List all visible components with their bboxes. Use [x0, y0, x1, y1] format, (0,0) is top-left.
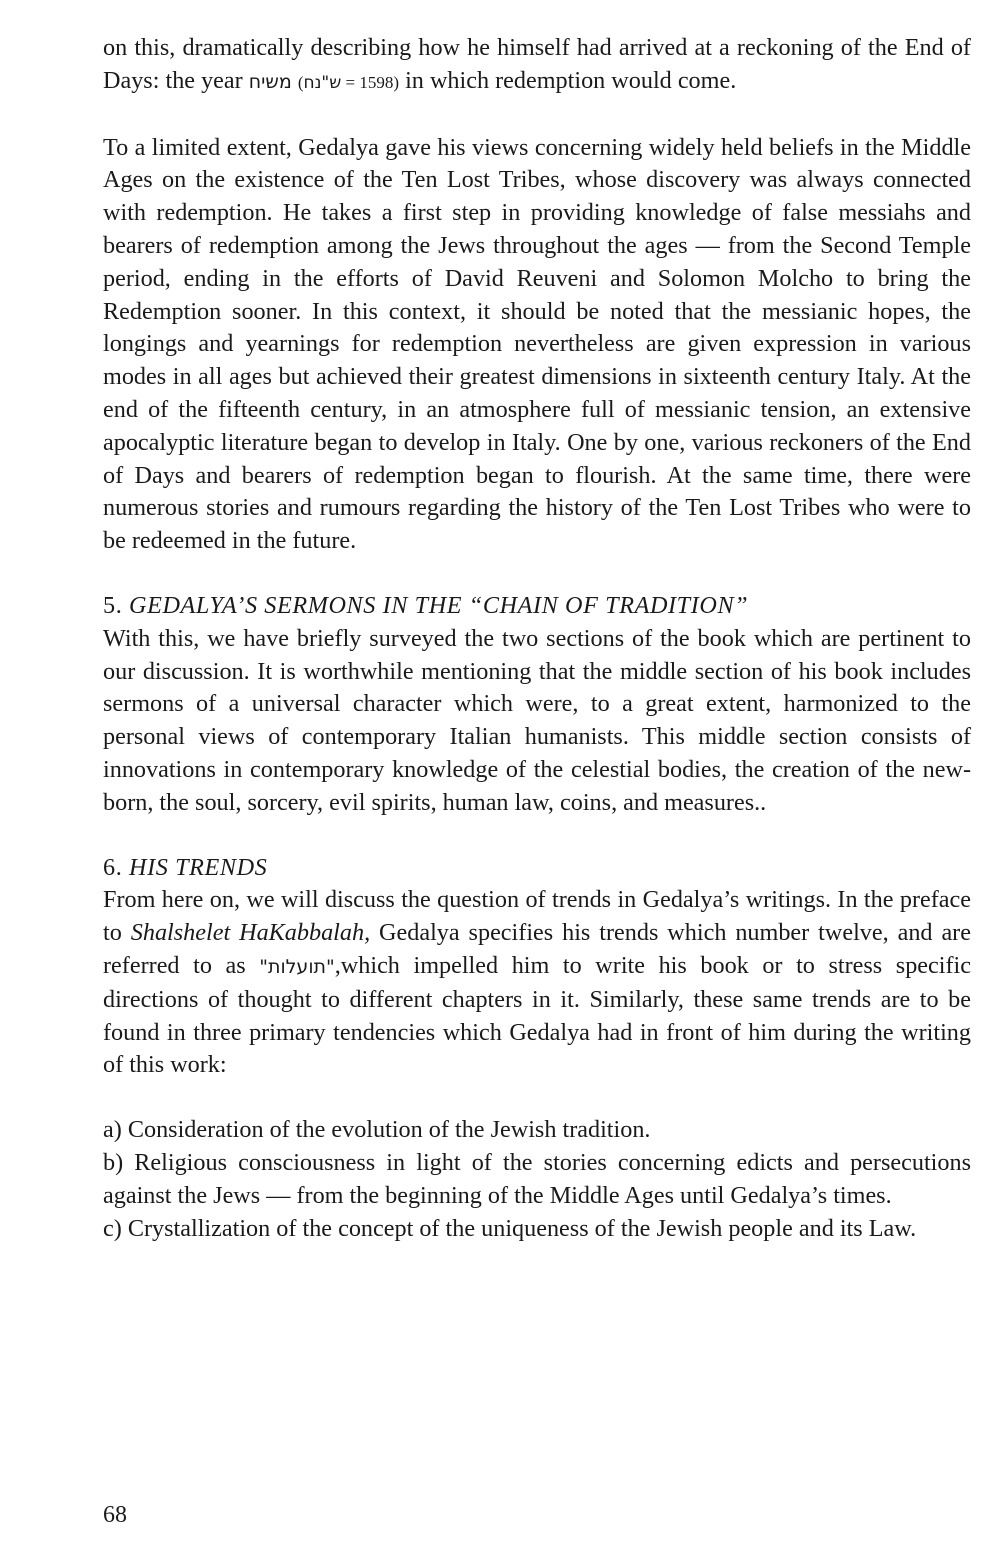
intro-text-b: in which redemption would come.: [399, 66, 737, 94]
section-6-number: 6.: [103, 853, 123, 881]
section-5-heading: [103, 590, 971, 623]
intro-paragraph: [103, 32, 971, 100]
book-title: Shalshelet HaKabbalah,: [130, 919, 371, 947]
list-item: a) Consideration of the evolution of the Jewish tradition.: [103, 1116, 651, 1144]
hebrew-term: "תועלות": [259, 955, 335, 978]
intro-text-a: on this, dramatically describing how he himself had arrived at a reckoning of the End of Days: the year: [103, 34, 971, 94]
section-5-text: With this, we have briefly surveyed the two sections of the book which are pertinent to our discussion. It is worthwhile mentioning that the middle section of his book includes sermons of a universal character which were, to a great extent, harmonized to the personal views of contemporary Italian humanists. This middle section consists of innovations in contemporary knowledge of the celestial bodies, the creation of the new-born, the soul, sorcery, evil spirits, human law, coins, and measures..: [103, 624, 971, 816]
section-6-text-c: ,which impelled him to write his book or to stress specific directions of thought to different chapters in it. Similarly, these same trends are to be found in three primary tendencies which Gedalya had in front of him during the writing of this work:: [103, 951, 972, 1079]
page-body: [103, 32, 971, 1245]
section-6-text-a: From here on, we will discuss the question of trends in Gedalya’s writings. In the preface to: [103, 886, 971, 947]
section-6-heading: [103, 852, 971, 885]
year-abbrev-value: = 1598): [341, 72, 400, 92]
tendencies-list: [103, 1114, 971, 1245]
list-item: c) Crystallization of the concept of the uniqueness of the Jewish people and its Law.: [103, 1214, 917, 1242]
section-6-title: HIS TRENDS: [129, 853, 268, 881]
list-item: b) Religious consciousness in light of the stories concerning edicts and persecutions against the Jews — from the beginning of the Middle Ages until Gedalya’s times.: [103, 1148, 971, 1209]
year-abbrev-open: (: [297, 72, 304, 92]
section-5-number: 5.: [103, 591, 123, 619]
section-6-text-b: Gedalya specifies his trends which number twelve, and are referred to as: [103, 919, 971, 979]
lost-tribes-paragraph: To a limited extent, Gedalya gave his views concerning widely held beliefs in the Middle Ages on the existence of the Ten Lost Tribes, whose discovery was always connected with redemption. He takes a first step in providing knowledge of false messiahs and bearers of redemption among the Jews throughout the ages — from the Second Temple period, ending in the efforts of David Reuveni and Solomon Molcho to bring the Redemption sooner. In this context, it should be noted that the messianic hopes, the longings and yearnings for redemption nevertheless are given expression in various modes in all ages but achieved their greatest dimensions in sixteenth century Italy. At the end of the fifteenth century, in an atmosphere full of messianic tension, an extensive apocalyptic literature began to develop in Italy. One by one, various reckoners of the End of Days and bearers of redemption began to flourish. At the same time, there were numerous stories and rumours regarding the history of the Ten Lost Tribes who were to be redeemed in the future.: [103, 133, 971, 555]
year-abbrev: ש"נח: [303, 72, 342, 93]
hebrew-year: משיח: [248, 70, 292, 93]
section-5-title: GEDALYA’S SERMONS IN THE “CHAIN OF TRADITION”: [129, 591, 749, 619]
section-6-text: [103, 884, 971, 1082]
page-number: 68: [103, 1502, 127, 1528]
